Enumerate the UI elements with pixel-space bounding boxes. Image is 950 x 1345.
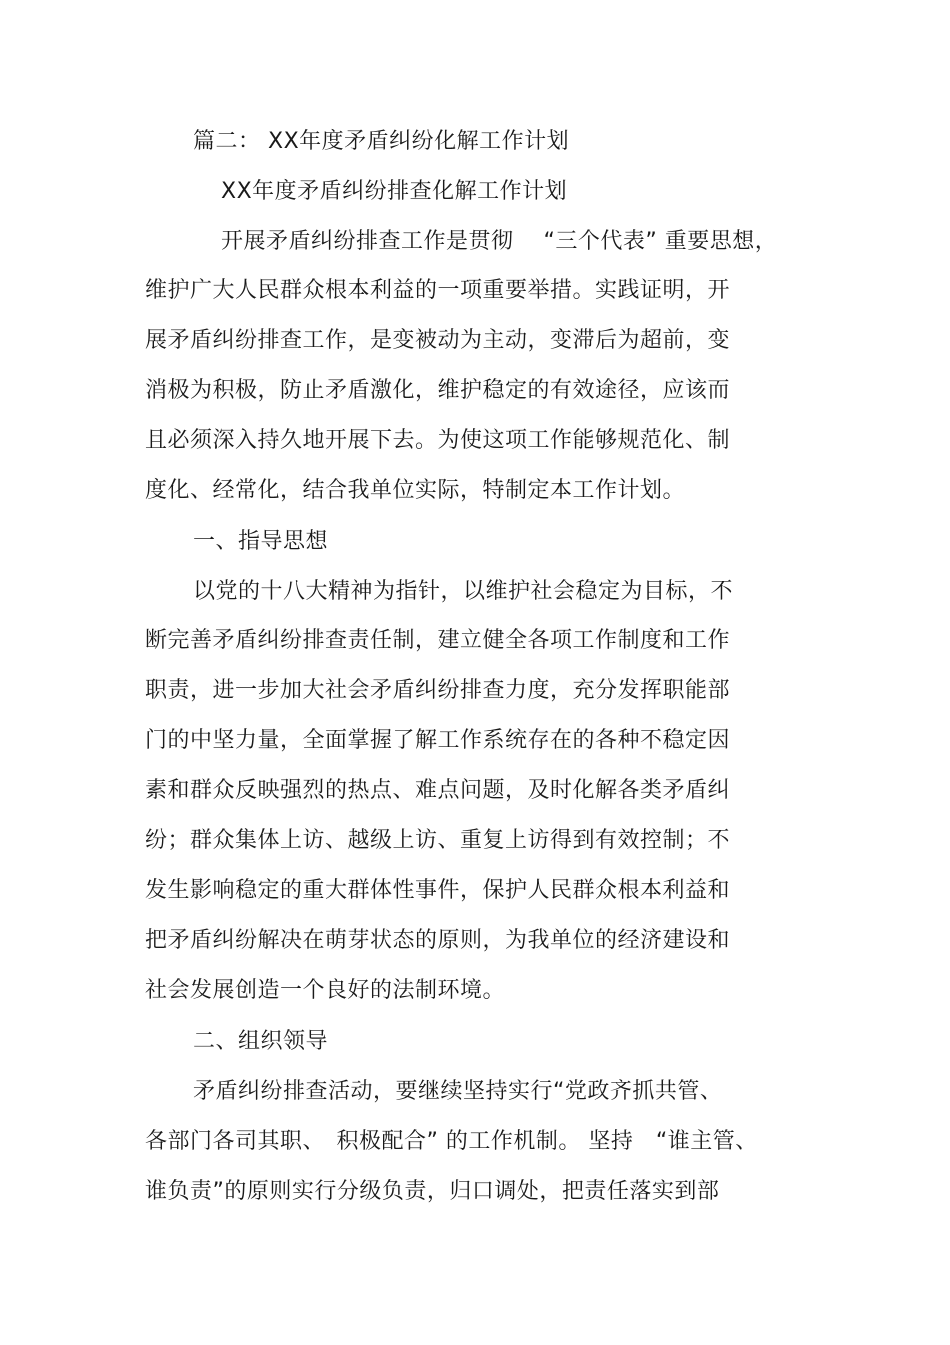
section-paragraph-line: 社会发展创造一个良好的法制环境。 [145,978,506,1003]
section-paragraph-line: 矛盾纠纷排查活动，要继续坚持实行“党政齐抓共管、 [193,1079,723,1104]
section-heading: 一、指导思想 [193,529,329,554]
section-paragraph-line: 各部门各司其职、 积极配合” 的工作机制。 坚持 “谁主管、 [145,1129,758,1154]
section-paragraph-line: 发生影响稳定的重大群体性事件，保护人民群众根本利益和 [145,878,731,903]
section-paragraph-line: 门的中坚力量，全面掌握了解工作系统存在的各种不稳定因 [145,728,731,753]
section-paragraph-line: 纷；群众集体上访、越级上访、重复上访得到有效控制；不 [145,828,731,853]
intro-line: 且必须深入持久地开展下去。为使这项工作能够规范化、制 [145,428,731,453]
section-paragraph-line: 把矛盾纠纷解决在萌芽状态的原则，为我单位的经济建设和 [145,928,731,953]
chapter-heading: 篇二： XX年度矛盾纠纷化解工作计划 [193,129,570,154]
intro-line: 度化、经常化，结合我单位实际，特制定本工作计划。 [145,478,686,503]
section-paragraph-line: 谁负责”的原则实行分级负责，归口调处，把责任落实到部 [145,1179,720,1204]
intro-line: 消极为积极，防止矛盾激化，维护稳定的有效途径，应该而 [145,378,731,403]
section-heading: 二、组织领导 [193,1029,329,1054]
section-paragraph-line: 素和群众反映强烈的热点、难点问题，及时化解各类矛盾纠 [145,778,731,803]
section-paragraph-line: 以党的十八大精神为指针，以维护社会稳定为目标，不 [193,579,734,604]
section-paragraph-line: 断完善矛盾纠纷排查责任制，建立健全各项工作制度和工作 [145,628,731,653]
intro-line: 维护广大人民群众根本利益的一项重要举措。实践证明，开 [145,278,731,303]
intro-line: 开展矛盾纠纷排查工作是贯彻 “三个代表” 重要思想， [221,229,778,254]
intro-line: 展矛盾纠纷排查工作，是变被动为主动，变滞后为超前，变 [145,328,731,353]
document-title: XX年度矛盾纠纷排查化解工作计划 [221,179,568,204]
section-paragraph-line: 职责，进一步加大社会矛盾纠纷排查力度，充分发挥职能部 [145,678,731,703]
